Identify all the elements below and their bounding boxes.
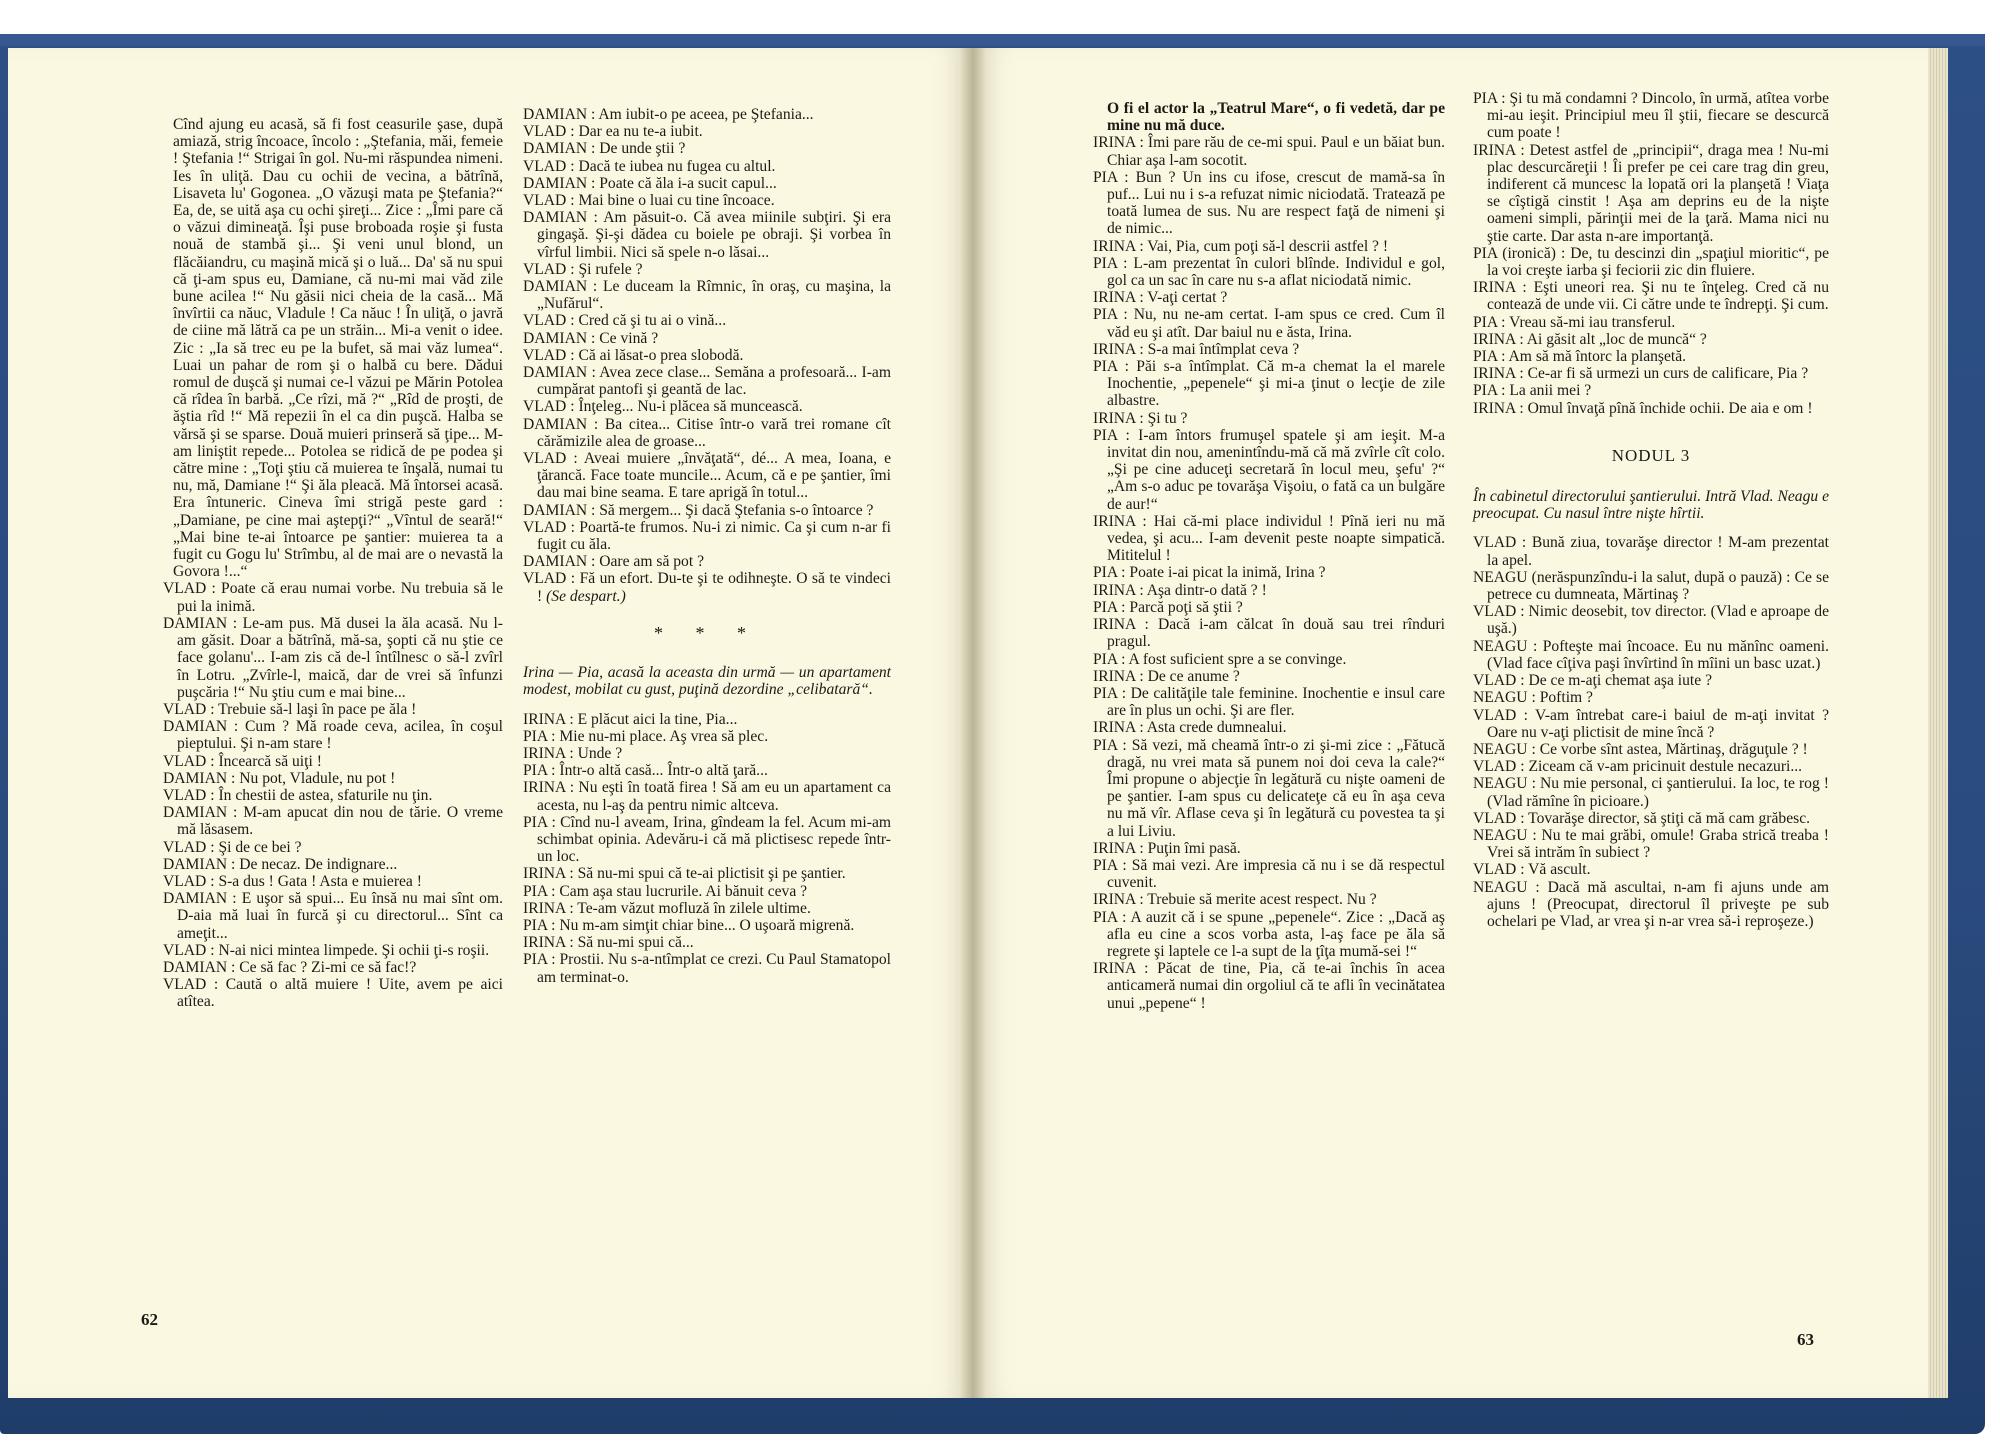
dialogue-line: DAMIAN : E uşor să spui... Eu însă nu mai sînt om. D-aia mă luai în furcă şi cu directorul... Sînt ca ameţit...	[163, 890, 503, 942]
dialogue-line: IRINA : Puţin îmi pasă.	[1093, 839, 1241, 857]
dialogue-line: VLAD : Bună ziua, tovarăşe director ! M-am prezentat la apel.	[1473, 534, 1829, 569]
dialogue-line: VLAD : Dacă te iubea nu fugea cu altul.	[523, 157, 776, 175]
dialogue-line: PIA : Mie nu-mi place. Aş vrea să plec.	[523, 727, 769, 745]
dialogue-line: IRINA : E plăcut aici la tine, Pia...	[523, 710, 738, 728]
dialogue-lines	[1093, 134, 1445, 1011]
dialogue-continuation: O fi el actor la „Teatrul Mare“, o fi vedetă, dar pe mine nu mă duce.	[1107, 100, 1445, 135]
dialogue-line: VLAD : Ziceam că v-am pricinuit destule necazuri...	[1473, 758, 1803, 776]
dialogue-line: IRINA : V-aţi certat ?	[1093, 289, 1228, 307]
book-spine-shadow	[960, 48, 986, 1398]
dialogue-line: IRINA : Îmi pare rău de ce-mi spui. Paul e un băiat bun. Chiar aşa l-am socotit.	[1093, 134, 1445, 169]
dialogue-line: PIA : A auzit că i se spune „pepenele“. Zice : „Dacă aş afla eu cine a scos vorba asta, l-aş face pe ăla să regrete şi laptele ce l-a supt de la ţîţa mumă-sei !“	[1093, 908, 1445, 960]
dialogue-line: NEAGU (nerăspunzîndu-i la salut, după o pauză) : Ce se petrece cu dumneata, Mărtinaş ?	[1473, 568, 1829, 604]
dialogue-line: VLAD : Caută o altă muiere ! Uite, avem pe aici atîtea.	[163, 976, 503, 1011]
dialogue-line: PIA : L-am prezentat în culori blînde. Individul e gol, gol ca un sac în care nu s-a aflat niciodată nimic.	[1093, 254, 1445, 290]
dialogue-line: IRINA : Omul învaţă pînă închide ochii. De aia e om !	[1473, 399, 1813, 417]
stage-direction: Irina — Pia, acasă la aceasta din urmă — un apartament modest, mobilat cu gust, puţină dezordine „celibatară“.	[523, 664, 891, 699]
dialogue-lines	[163, 580, 503, 1010]
dialogue-line: NEAGU : Dacă mă ascultai, n-am fi ajuns unde am ajuns ! (Preocupat, directorul îl priveşte pe sub ochelari pe Vlad, ar vrea şi n-ar vrea să-i reproşeze.)	[1473, 878, 1829, 930]
dialogue-line: DAMIAN : Să mergem... Şi dacă Ştefania s-o întoarce ?	[523, 501, 874, 519]
dialogue-line: IRINA : De ce anume ?	[1093, 667, 1240, 685]
dialogue-line: NEAGU : Nu mie personal, ci şantierului. Ia loc, te rog ! (Vlad rămîne în picioare.)	[1473, 775, 1829, 810]
dialogue-line: VLAD : S-a dus ! Gata ! Asta e muierea !	[163, 872, 422, 890]
dialogue-line: PIA : Cam aşa stau lucrurile. Ai bănuit ceva ?	[523, 882, 808, 900]
dialogue-line: PIA : Şi tu mă condamni ? Dincolo, în urmă, atîtea vorbe mi-au ieşit. Principiul meu îl ştii, fiecare se descurcă cum poate !	[1473, 90, 1829, 142]
dialogue-line: DAMIAN : De unde ştii ?	[523, 140, 686, 158]
scene-heading: NODUL 3	[1611, 445, 1691, 465]
dialogue-line: IRINA : Vai, Pia, cum poţi să-l descrii astfel ? !	[1093, 237, 1389, 255]
dialogue-line: NEAGU : Pofteşte mai încoace. Eu nu mănînc oameni. (Vlad face cîţiva paşi învîrtind în mîini un basc uzat.)	[1473, 637, 1829, 672]
dialogue-line: VLAD : În chestii de astea, sfaturile nu ţin.	[163, 786, 433, 804]
right-page-column-1	[1093, 100, 1445, 1012]
dialogue-line: PIA (ironică) : De, tu descinzi din „spaţiul mioritic“, pe la voi creşte iarba şi feciorii zic din fluiere.	[1473, 244, 1829, 280]
left-page-column-1	[163, 116, 503, 1011]
dialogue-line: DAMIAN : Nu pot, Vladule, nu pot !	[163, 769, 396, 787]
dialogue-line: PIA : Să vezi, mă cheamă într-o zi şi-mi zice : „Fătucă dragă, nu vrei mata să punem noi doi ceva la cale?“ Îmi propune o abjecţie în legătură cu nişte oameni de pe şantier. I-am spus cu delicateţe că eu în aşa ceva nu mă vîr. Aflase ceva şi în legătură cu povestea ta şi a lui Liviu.	[1093, 736, 1445, 840]
dialogue-line: VLAD : Dar ea nu te-a iubit.	[523, 123, 703, 141]
dialogue-line: DAMIAN : Poate că ăla i-a sucit capul...	[523, 174, 777, 192]
dialogue-line: DAMIAN : Oare am să pot ?	[523, 553, 705, 571]
dialogue-line: VLAD : Mai bine o luai cu tine încoace.	[523, 192, 775, 210]
dialogue-line: NEAGU : Ce vorbe sînt astea, Mărtinaş, drăguţule ? !	[1473, 740, 1808, 758]
dialogue-line: DAMIAN : Le duceam la Rîmnic, în oraş, cu maşina, la „Nufărul“.	[523, 278, 891, 313]
dialogue-line: IRINA : Ai găsit alt „loc de muncă“ ?	[1473, 330, 1707, 348]
dialogue-line: PIA : Vreau să-mi iau transferul.	[1473, 313, 1676, 331]
scene-break-stars: * * *	[654, 622, 760, 643]
dialogue-line: DAMIAN : Am păsuit-o. Că avea miinile subţiri. Şi era gingaşă. Şi-şi dădea cu boiele pe obraji. Şi vorbea în vîrful limbii. Nici să spele n-o lăsai...	[523, 209, 891, 261]
dialogue-line: VLAD : Cred că şi tu ai o vină...	[523, 312, 727, 330]
dialogue-line: VLAD : De ce m-aţi chemat aşa iute ?	[1473, 672, 1713, 690]
dialogue-line: VLAD : Nimic deosebit, tov director. (Vlad e aproape de uşă.)	[1473, 603, 1829, 638]
dialogue-line: PIA : La anii mei ?	[1473, 382, 1592, 400]
dialogue-line: IRINA : Eşti uneori rea. Şi nu te înţeleg. Cred că nu contează de unde vii. Ci către unde te îndrepţi. Şi cum.	[1473, 279, 1829, 314]
dialogue-line: DAMIAN : Le-am pus. Mă dusei la ăla acasă. Nu l-am găsit. Doar a bătrînă, mă-sa, şopti că nu ştie ce face golanu'... I-am zis că de-l întîlnesc o să-l zvîrl în Lotru. „Zvîrle-l, maică, dar de vrei să înfunzi puşcăria !“ Nu ştiu cum e mai bine...	[163, 614, 503, 701]
dialogue-line: PIA : Am să mă întorc la planşetă.	[1473, 348, 1687, 366]
dialogue-line: NEAGU : Nu te mai grăbi, omule! Graba strică treaba ! Vrei să intrăm în subiect ?	[1473, 826, 1829, 862]
dialogue-line: DAMIAN : Am iubit-o pe aceea, pe Ştefania...	[523, 106, 814, 123]
dialogue-line: DAMIAN : De necaz. De indignare...	[163, 855, 398, 873]
dialogue-line: PIA : Nu m-am simţit chiar bine... O uşoară migrenă.	[523, 916, 855, 934]
dialogue-line: IRINA : Aşa dintr-o dată ? !	[1093, 581, 1267, 599]
dialogue-line: IRINA : Să nu-mi spui că te-ai plictisit şi pe şantier.	[523, 865, 846, 883]
dialogue-line: PIA : Parcă poţi să ştii ?	[1093, 598, 1243, 616]
dialogue-line: PIA : Într-o altă casă... Într-o altă ţară...	[523, 762, 768, 780]
dialogue-line: VLAD : Înţeleg... Nu-i plăcea să muncească.	[523, 398, 803, 416]
page-number: 62	[141, 1310, 158, 1329]
dialogue-line: PIA : Prostii. Nu s-a-ntîmplat ce crezi. Cu Paul Stamatopol am terminat-o.	[523, 951, 891, 986]
dialogue-line: IRINA : Unde ?	[523, 744, 623, 762]
dialogue-line: VLAD : Tovarăşe director, să ştiţi că mă cam grăbesc.	[1473, 809, 1811, 827]
dialogue-line: VLAD : Trebuie să-l laşi în pace pe ăla !	[163, 700, 417, 718]
monologue-paragraph: Cînd ajung eu acasă, să fi fost ceasurile şase, după amiază, strig încoace, încolo : „Ştefania, măi, femeie ! Ştefania !“ Strigai în gol. Nu-mi răspundea nimeni. Ies în uliţă. Dau cu ochii de vecina, a bătrînă, Lisaveta lu' Gogonea. „O văzuşi mata pe Ştefania?“ Ea, de, se uită aşa cu ochi şireţi... Zice : „Îmi pare că o văzui dimineaţă. Îşi puse broboada roşie şi fusta nouă de stambă şi... Şi veni unul blond, un flăcăiandru, cu maşină mică şi o luă... Da' să nu spui că ţi-am spus eu, Damiane, că nu-mi mai văd zile bune acilea !“ Nu găsii nici cheia de la casă... Mă învîrtii ca năuc, Vladule ! Ca năuc ! În uliţă, o javră de ciine mă lătră ca pe un străin... Mi-a venit o idee. Zic : „Ia să trec eu pe la bufet, să mai văz lumea“. Luai un pahar de rom şi o halbă cu bere. Dădui romul de duşcă şi numai ce-l văzui pe Mărin Potolea că rîdea în barbă. „Ce rîzi, mă ?“ „Rîd de proşti, de ăştia rîd !“ Mă repezii în el ca din puşcă. Halba se vărsă şi se sparse. Două muieri prinseră să ţipe... M-am liniştit repede... Potolea se ridică de pe podea şi către mine : „Toţi ştiu că muierea te înşală, numai tu nu, mă, Damiane !“ Şi ăla pleacă. Mă întorsei acasă. Era întuneric. Cineva îmi strigă peste gard : „Damiane, pe cine mai aştepţi?“ „Vîntul de seară!“ „Mai bine te-ai întoarce pe şantier: muierea ta a fugit cu Gogu lu' Strîmbu, al de mai are o nevastă la Govora !...“	[173, 116, 503, 581]
dialogue-line: VLAD : Fă un efort. Du-te şi te odihneşte. O să te vindeci ! (Se despart.)	[523, 570, 891, 605]
dialogue-line: DAMIAN : Ba citea... Citise într-o vară trei romane cît cărămizile alea de groase...	[523, 415, 891, 450]
dialogue-line: PIA : Poate i-ai picat la inimă, Irina ?	[1093, 564, 1326, 582]
dialogue-lines	[1473, 534, 1829, 930]
dialogue-lines	[1473, 90, 1829, 417]
left-page	[8, 48, 974, 1398]
left-page-column-2	[523, 106, 891, 986]
stage-direction: În cabinetul directorului şantierului. Intră Vlad. Neagu e preocupat. Cu nasul între nişte hîrtii.	[1473, 488, 1829, 523]
dialogue-line: IRINA : Detest astfel de „principii“, draga mea ! Nu-mi plac descurcăreţii ! Îi prefer pe cei care trag din greu, indiferent că muncesc la lopată ori la planşetă ! Viaţa se cîştigă cinstit ! Aşa am deprins eu de la nişte oameni simpli, părinţii mei de la ţară. Mama nici nu ştie carte. Dar asta n-are importanţă.	[1473, 141, 1829, 245]
dialogue-line: IRINA : Trebuie să merite acest respect. Nu ?	[1093, 891, 1377, 909]
dialogue-line: VLAD : Şi rufele ?	[523, 260, 643, 278]
dialogue-line: VLAD : Vă ascult.	[1473, 861, 1591, 879]
right-page	[973, 48, 1928, 1398]
dialogue-line: DAMIAN : Ce vină ?	[523, 329, 659, 347]
dialogue-line: PIA : Nu, nu ne-am certat. I-am spus ce cred. Cum îl văd eu şi atît. Dar baiul nu e ăsta, Irina.	[1093, 306, 1445, 341]
dialogue-line: IRINA : S-a mai întîmplat ceva ?	[1093, 340, 1300, 358]
dialogue-line: IRINA : Dacă i-am călcat în două sau trei rînduri pragul.	[1093, 616, 1445, 651]
dialogue-line: VLAD : Poate că erau numai vorbe. Nu trebuia să le pui la inimă.	[163, 580, 503, 615]
dialogue-line: VLAD : Şi de ce bei ?	[163, 838, 302, 856]
right-page-column-2	[1473, 90, 1829, 930]
dialogue-lines	[523, 106, 891, 570]
dialogue-line: IRINA : Te-am văzut mofluză în zilele ultime.	[523, 899, 811, 917]
dialogue-line: VLAD : N-ai nici mintea limpede. Şi ochii ţi-s roşii.	[163, 941, 490, 959]
dialogue-line: DAMIAN : Cum ? Mă roade ceva, acilea, în coşul pieptului. Şi n-am stare !	[163, 718, 503, 753]
dialogue-line: VLAD : V-am întrebat care-i baiul de m-aţi invitat ? Oare nu v-aţi plictisit de mine încă ?	[1473, 706, 1829, 741]
dialogue-line: IRINA : Asta crede dumnealui.	[1093, 719, 1287, 737]
dialogue-line: VLAD : Încearcă să uiţi !	[163, 752, 322, 770]
dialogue-line: DAMIAN : Avea zece clase... Semăna a profesoară... I-am cumpărat pantofi şi geantă de lac.	[523, 364, 891, 399]
dialogue-line: IRINA : Păcat de tine, Pia, că te-ai închis în acea anticameră numai din orgoliul că te afli în vecinătatea unui „pepene“ !	[1093, 960, 1445, 1012]
dialogue-line: IRINA : Hai că-mi place individul ! Pînă ieri nu mă vedea, şi acu... I-am devenit peste noapte simpatică. Mititelul !	[1093, 512, 1445, 565]
dialogue-line: IRINA : Ce-ar fi să urmezi un curs de calificare, Pia ?	[1473, 365, 1809, 383]
dialogue-line: PIA : Păi s-a întîmplat. Că m-a chemat la el marele Inochentie, „pepenele“ şi mi-a ţinut o lecţie de zile albastre.	[1093, 358, 1445, 410]
dialogue-line: VLAD : Că ai lăsat-o prea slobodă.	[523, 346, 744, 364]
dialogue-line: PIA : A fost suficient spre a se convinge.	[1093, 650, 1347, 668]
page-number: 63	[1797, 1330, 1814, 1349]
dialogue-lines	[523, 711, 891, 986]
dialogue-line: PIA : Bun ? Un ins cu ifose, crescut de mamă-sa în puf... Lui nu i s-a refuzat nimic niciodată. Tratează pe toată lumea de sus. Nu are respect faţă de nimeni şi de nimic...	[1093, 168, 1445, 238]
dialogue-line: VLAD : Poartă-te frumos. Nu-i zi nimic. Ca şi cum n-ar fi fugit cu ăla.	[523, 518, 891, 554]
dialogue-line: PIA : I-am întors frumuşel spatele şi am ieşit. M-a invitat din nou, amenintîndu-mă că mă zvîrle cît colo. „Şi pe cine aduceţi secretară în locul meu, şefu' ?“ „Am s-o aduc pe tovarăşa Vişoiu, o fată ca un bulgăre de aur!“	[1093, 426, 1445, 513]
dialogue-line: PIA : Să mai vezi. Are impresia că nu i se dă respectul cuvenit.	[1093, 856, 1445, 892]
dialogue-line: IRINA : Nu eşti în toată firea ! Să am eu un apartament ca acesta, nu l-aş da pentru nimic altceva.	[523, 779, 891, 814]
dialogue-line: DAMIAN : M-am apucat din nou de tărie. O vreme mă lăsasem.	[163, 804, 503, 839]
dialogue-line: NEAGU : Poftim ?	[1473, 689, 1593, 707]
dialogue-line: PIA : De calităţile tale feminine. Inochentie e insul care are în plus un ochi. Şi are fler.	[1093, 684, 1445, 720]
dialogue-line: DAMIAN : Ce să fac ? Zi-mi ce să fac!?	[163, 958, 417, 976]
dialogue-line: VLAD : Aveai muiere „învăţată“, dé... A mea, Ioana, e ţărancă. Face toate muncile... Acum, că e pe şantier, îmi dau mai bine seama. E tare aprigă în totul...	[523, 450, 891, 502]
dialogue-line: IRINA : Şi tu ?	[1093, 409, 1188, 427]
dialogue-line: IRINA : Să nu-mi spui că...	[523, 934, 694, 952]
page-edges	[1928, 48, 1948, 1398]
dialogue-line: PIA : Cînd nu-l aveam, Irina, gîndeam la fel. Acum mi-am schimbat opinia. Adevăru-i că mă plictisesc repede într-un loc.	[523, 813, 891, 866]
book-cover-edge	[0, 34, 1985, 46]
